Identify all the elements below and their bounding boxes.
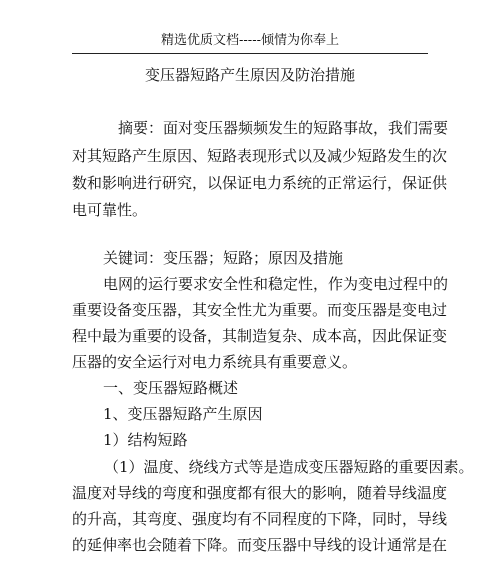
subsubsection-heading: 1）结构短路 [103,431,188,449]
abstract-line: 电可靠性。 [72,201,148,219]
intro-line: 重要设备变压器，其安全性尤为重要。而变压器是变电过 [72,301,448,319]
body-line: 温度对导线的弯度和强度都有很大的影响，随着导线温度 [72,484,448,502]
body-line: 的升高，其弯度、强度均有不同程度的下降，同时，导线 [72,510,448,528]
subsection-heading: 1、变压器短路产生原因 [103,405,263,423]
abstract-line: 摘要：面对变压器频频发生的短路事故，我们需要 [118,119,449,137]
running-header: 精选优质文档-----倾情为你奉上 [161,33,339,48]
keywords-line: 关键词：变压器；短路；原因及措施 [103,249,344,267]
section-heading: 一、变压器短路概述 [103,379,239,397]
body-line: 的延伸率也会随着下降。而变压器中导线的设计通常是在 [72,536,448,554]
intro-line: 电网的运行要求安全性和稳定性，作为变电过程中的 [103,275,449,293]
body-line: （1）温度、绕线方式等是造成变压器短路的重要因素。 [104,458,474,476]
intro-line: 压器的安全运行对电力系统具有重要意义。 [72,353,358,371]
abstract-line: 对其短路产生原因、短路表现形式以及减少短路发生的次 [72,147,448,165]
header-divider [72,53,428,54]
intro-line: 程中最为重要的设备，其制造复杂、成本高，因此保证变 [72,327,448,345]
abstract-line: 数和影响进行研究，以保证电力系统的正常运行，保证供 [72,174,448,192]
document-title: 变压器短路产生原因及防治措施 [144,66,355,84]
